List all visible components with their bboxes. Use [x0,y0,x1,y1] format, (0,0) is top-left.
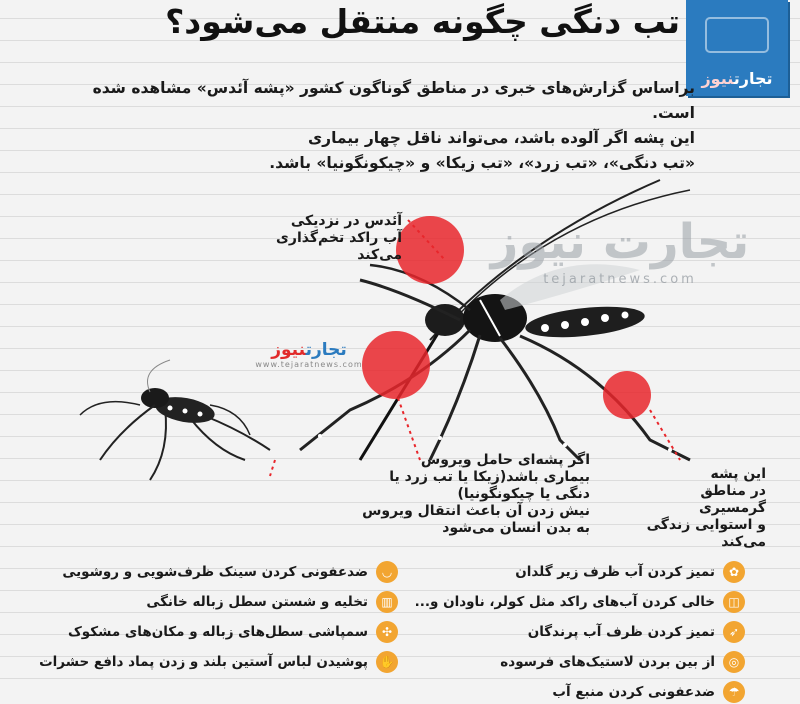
tip-item: ◎ از بین بردن لاستیک‌های فرسوده [495,650,745,674]
brand-logo [686,0,788,96]
callout-line: در مناطق گرمسیری [698,483,766,516]
bird-icon: ➶ [723,621,745,643]
tip-item: ◫ خالی کردن آب‌های راکد مثل کولر، ناودان و... [495,590,745,614]
trash-bin-icon: ▥ [376,591,398,613]
logo-mark-icon [686,0,788,70]
highlight-leg-circle [603,371,651,419]
tip-item: ◡ ضدعفونی کردن سینک ظرف‌شویی و روشویی [58,560,398,584]
logo-text: تجارتنیوز [701,69,773,88]
callout-line: آب راکد تخم‌گذاری می‌کند [276,230,402,263]
sink-icon: ◡ [376,561,398,583]
callout-breeding [232,213,402,264]
small-logo-url: www.tejaratnews.com [255,360,363,369]
tip-item: ▥ تخلیه و شستن سطل زباله خانگی [58,590,398,614]
bucket-icon: ◫ [723,591,745,613]
callout-habitat [634,466,766,551]
callout-line: بیماری باشد(زیکا یا تب زرد یا دنگی یا چیکونگونیا) [389,469,590,502]
callout-line: و استوایی زندگی می‌کند [646,517,766,550]
callout-transmission [360,452,590,537]
tip-item: ☂ ضدعفونی کردن منبع آب [495,680,745,704]
tire-icon: ◎ [723,651,745,673]
small-mosquito [80,360,270,480]
tip-item: ✣ سمپاشی سطل‌های زباله و مکان‌های مشکوک [58,620,398,644]
prevention-tips [0,556,800,700]
watermark-url: tejaratnews.com [543,272,697,287]
intro-line: این پشه اگر آلوده باشد، می‌تواند ناقل چهار بیماری [307,129,695,147]
water-source-icon: ☂ [723,681,745,703]
callout-line: آئدس در نزدیکی [290,213,402,229]
callout-line: اگر پشه‌ای حامل ویروس [420,452,590,468]
tip-item: ✋ پوشیدن لباس آستین بلند و زدن پماد دافع حشرات [58,650,398,674]
tip-item: ➶ تمیز کردن ظرف آب پرندگان [495,620,745,644]
callout-line: این پشه [710,466,766,482]
intro-line: براساس گزارش‌های خبری در مناطق گوناگون کشور «پشه آئدس» مشاهده شده است. [92,79,695,122]
tip-item: ✿ تمیز کردن آب ظرف زیر گلدان [495,560,745,584]
repellent-icon: ✋ [376,651,398,673]
highlight-head-circle [396,216,464,284]
watermark-text: تجارت نیوز [490,214,750,270]
intro-line: «تب دنگی»، «تب زرد»، «تب زیکا» و «چیکونگونیا» باشد. [269,154,695,172]
small-logo-text: تجارتنیوز [271,340,347,360]
spray-icon: ✣ [376,621,398,643]
callout-line: به بدن انسان می‌شود [442,520,590,536]
watermark [490,212,750,307]
callout-line: نیش زدن آن باعث انتقال ویروس [362,503,590,519]
plant-pot-icon: ✿ [723,561,745,583]
small-logo [244,340,374,376]
page-title: تب دنگی چگونه منتقل می‌شود؟ [165,2,680,41]
